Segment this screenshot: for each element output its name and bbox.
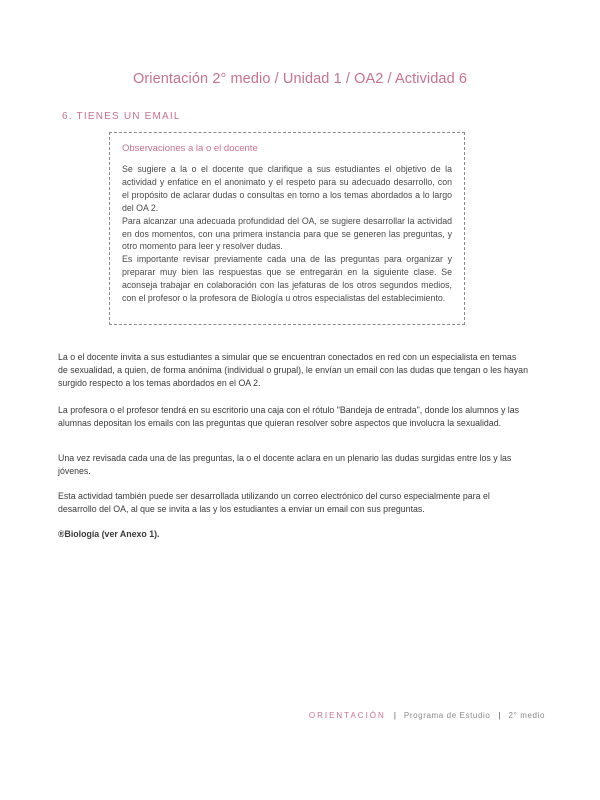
footer-program: Programa de Estudio: [403, 711, 491, 720]
page-title: Orientación 2° medio / Unidad 1 / OA2 / Actividad 6: [132, 71, 468, 87]
paragraph-text: Esta actividad también puede ser desarrollada utilizando un correo electrónico del curso especialmente para el desarrollo del OA, al que se invita a las y los estudiantes a enviar un email con sus preguntas.: [58, 491, 490, 514]
footer-separator: |: [393, 711, 396, 720]
paragraph-text: La o el docente invita a sus estudiantes a simular que se encuentran conectados en red con un especialista en temas de sexualidad, a quien, de forma anónima (individual o grupal), le envían un email con las dudas que tengan o les hayan surgido respecto a los temas abordados en el OA 2.: [58, 352, 528, 388]
note-paragraph: Para alcanzar una adecuada profundidad del OA, se sugiere desarrollar la actividad en dos momentos, con una primera instancia para que se generen las preguntas, y otro momento para leer y resolver dudas.: [122, 215, 452, 252]
footer-brand: ORIENTACIÓN: [308, 711, 386, 720]
body-paragraph-3: [58, 452, 528, 478]
body-paragraph-4: [58, 490, 528, 516]
note-body: [122, 163, 452, 305]
paragraph-text: Una vez revisada cada una de las preguntas, la o el docente aclara en un plenario las dudas surgidas entre los y las jóvenes.: [58, 453, 512, 476]
body-paragraph-2: [58, 404, 528, 430]
page-footer: [0, 711, 545, 720]
note-title: Observaciones a la o el docente: [122, 143, 258, 154]
note-paragraph: Es importante revisar previamente cada una de las preguntas para organizar y preparar muy bien las respuestas que se entregarán en la siguiente clase. Se aconseja trabajar en colaboración con las jefaturas de los otros segundos medios, con el profesor o la profesora de Biología u otros especialistas del establecimiento.: [122, 254, 452, 304]
body-paragraph-1: [58, 351, 528, 389]
paragraph-text: La profesora o el profesor tendrá en su escritorio una caja con el rótulo "Bandeja de entrada", donde los alumnos y las alumnas depositan los emails con las preguntas que quieran resolver sobre aspectos que involucra la sexualidad.: [58, 405, 520, 428]
paragraph-text: ®Biología (ver Anexo 1).: [58, 529, 160, 539]
footer-grade: 2° medio: [508, 711, 545, 720]
section-heading: 6. TIENES UN EMAIL: [62, 111, 181, 122]
footer-separator: |: [498, 711, 501, 720]
annex-reference: [58, 528, 528, 541]
note-paragraph: Se sugiere a la o el docente que clarifique a sus estudiantes el objetivo de la actividad y enfatice en el anonimato y el respeto para su adecuado desarrollo, con el propósito de aclarar dudas o consultas en torno a los temas abordados a lo largo del OA 2.: [122, 164, 452, 213]
teacher-notes-box: [109, 132, 465, 325]
